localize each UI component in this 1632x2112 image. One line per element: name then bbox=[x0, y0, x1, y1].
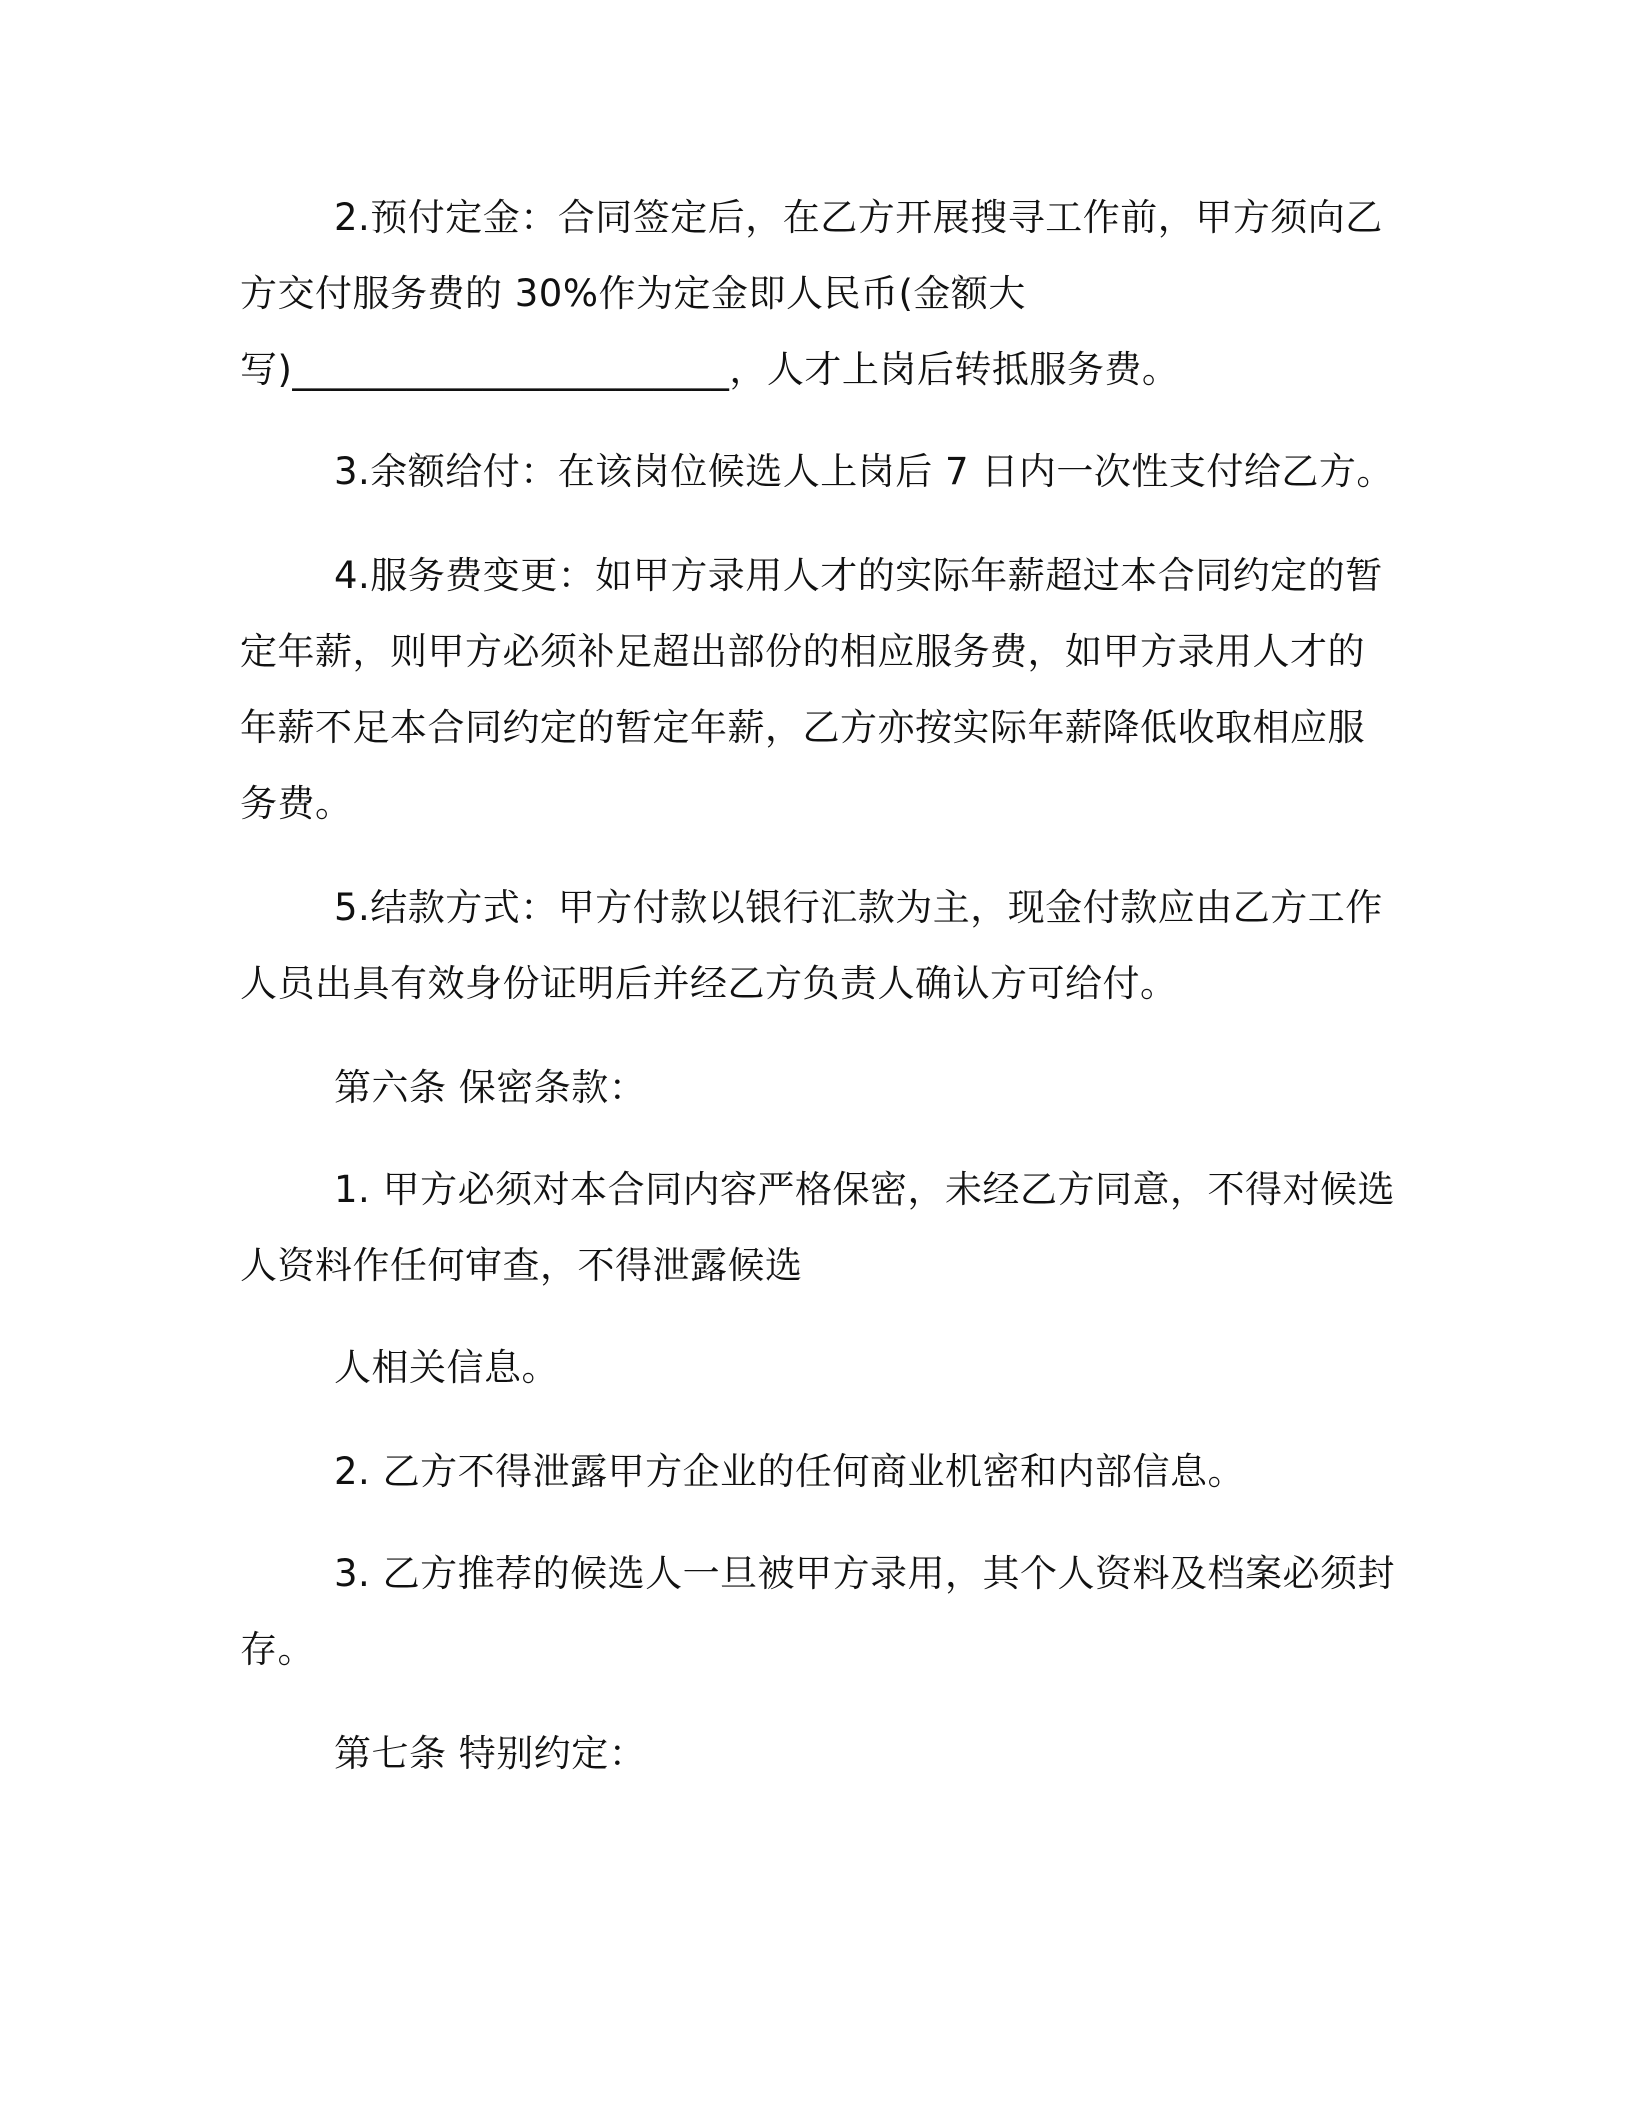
clause-4-line-3: 年薪不足本合同约定的暂定年薪，乙方亦按实际年薪降低收取相应服 bbox=[240, 706, 1365, 749]
clause-4-line-2: 定年薪，则甲方必须补足超出部份的相应服务费，如甲方录用人才的 bbox=[240, 630, 1365, 673]
clause-4-line-1: 4.服务费变更：如甲方录用人才的实际年薪超过本合同约定的暂 bbox=[334, 554, 1383, 597]
clause-2-line-2: 方交付服务费的 30%作为定金即人民币(金额大 bbox=[240, 272, 1026, 315]
article-6-item-1-line-3: 人相关信息。 bbox=[334, 1346, 559, 1389]
article-6-item-1-line-1: 1. 甲方必须对本合同内容严格保密，未经乙方同意，不得对候选 bbox=[334, 1168, 1396, 1211]
article-6-item-2: 2. 乙方不得泄露甲方企业的任何商业机密和内部信息。 bbox=[334, 1450, 1246, 1493]
article-6-heading: 第六条 保密条款： bbox=[334, 1066, 647, 1109]
article-6-item-3-line-2: 存。 bbox=[240, 1628, 315, 1671]
clause-2-line-1: 2.预付定金：合同签定后，在乙方开展搜寻工作前，甲方须向乙 bbox=[334, 196, 1383, 239]
clause-4-line-4: 务费。 bbox=[240, 782, 353, 825]
clause-2-line-3: 写)_______________________，人才上岗后转抵服务费。 bbox=[240, 348, 1180, 391]
clause-3-line-1: 3.余额给付：在该岗位候选人上岗后 7 日内一次性支付给乙方。 bbox=[334, 450, 1394, 493]
clause-5-line-2: 人员出具有效身份证明后并经乙方负责人确认方可给付。 bbox=[240, 962, 1178, 1005]
article-6-item-3-line-1: 3. 乙方推荐的候选人一旦被甲方录用，其个人资料及档案必须封 bbox=[334, 1552, 1396, 1595]
article-6-item-1-line-2: 人资料作任何审查，不得泄露候选 bbox=[240, 1244, 803, 1287]
article-7-heading: 第七条 特别约定： bbox=[334, 1732, 647, 1775]
clause-5-line-1: 5.结款方式：甲方付款以银行汇款为主，现金付款应由乙方工作 bbox=[334, 886, 1383, 929]
